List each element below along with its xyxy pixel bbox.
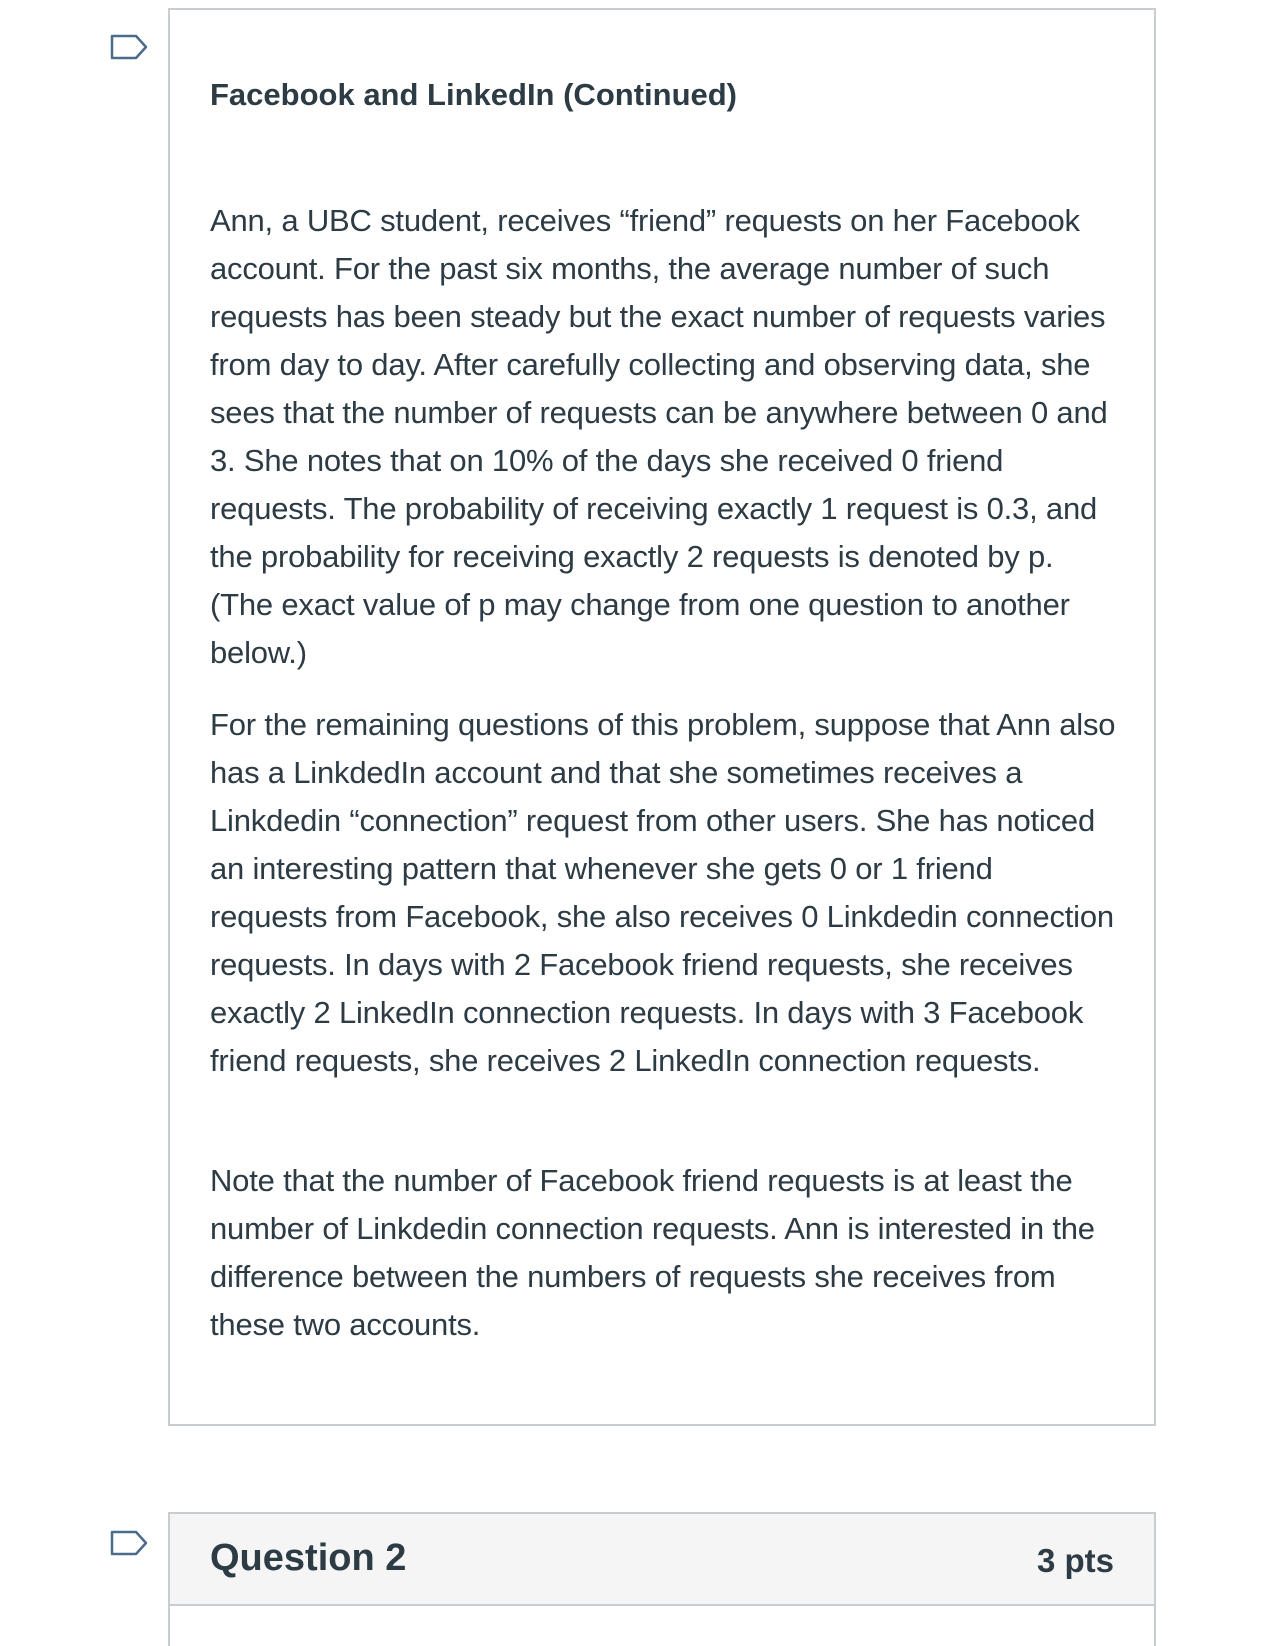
question-2-block [168, 1512, 1156, 1646]
paragraph-3: Note that the number of Facebook friend requests is at least the number of Linkdedin connection requests. Ann is interested in the difference between the numbers of requests she receives from these two accounts. [210, 1163, 1095, 1342]
block-title: Facebook and LinkedIn (Continued) [210, 77, 737, 112]
flag-icon[interactable] [110, 34, 150, 60]
paragraph-2: For the remaining questions of this problem, suppose that Ann also has a LinkdedIn account and that she sometimes receives a Linkdedin “connection” request from other users. She has noticed an interesting pattern that whenever she gets 0 or 1 friend requests from Facebook, she also receives 0 Linkdedin connection requests. In days with 2 Facebook friend requests, she receives exactly 2 LinkedIn connection requests. In days with 3 Facebook friend requests, she receives 2 LinkedIn connection requests. [210, 707, 1116, 1078]
question-points: 3 pts [1036, 1542, 1114, 1579]
text-only-question-block [168, 8, 1156, 1426]
paragraph-1: Ann, a UBC student, receives “friend” requests on her Facebook account. For the past six months, the average number of such requests has been steady but the exact number of requests varies from day to day. After carefully collecting and observing data, she sees that the number of requests can be anywhere between 0 and 3. She notes that on 10% of the days she received 0 friend requests. The probability of receiving exactly 1 request is 0.3, and the probability for receiving exactly 2 requests is denoted by p. (The exact value of p may change from one question to another below.) [210, 203, 1108, 670]
question-title: Question 2 [210, 1537, 407, 1579]
question-header [170, 1514, 1154, 1606]
flag-icon[interactable] [110, 1530, 150, 1556]
